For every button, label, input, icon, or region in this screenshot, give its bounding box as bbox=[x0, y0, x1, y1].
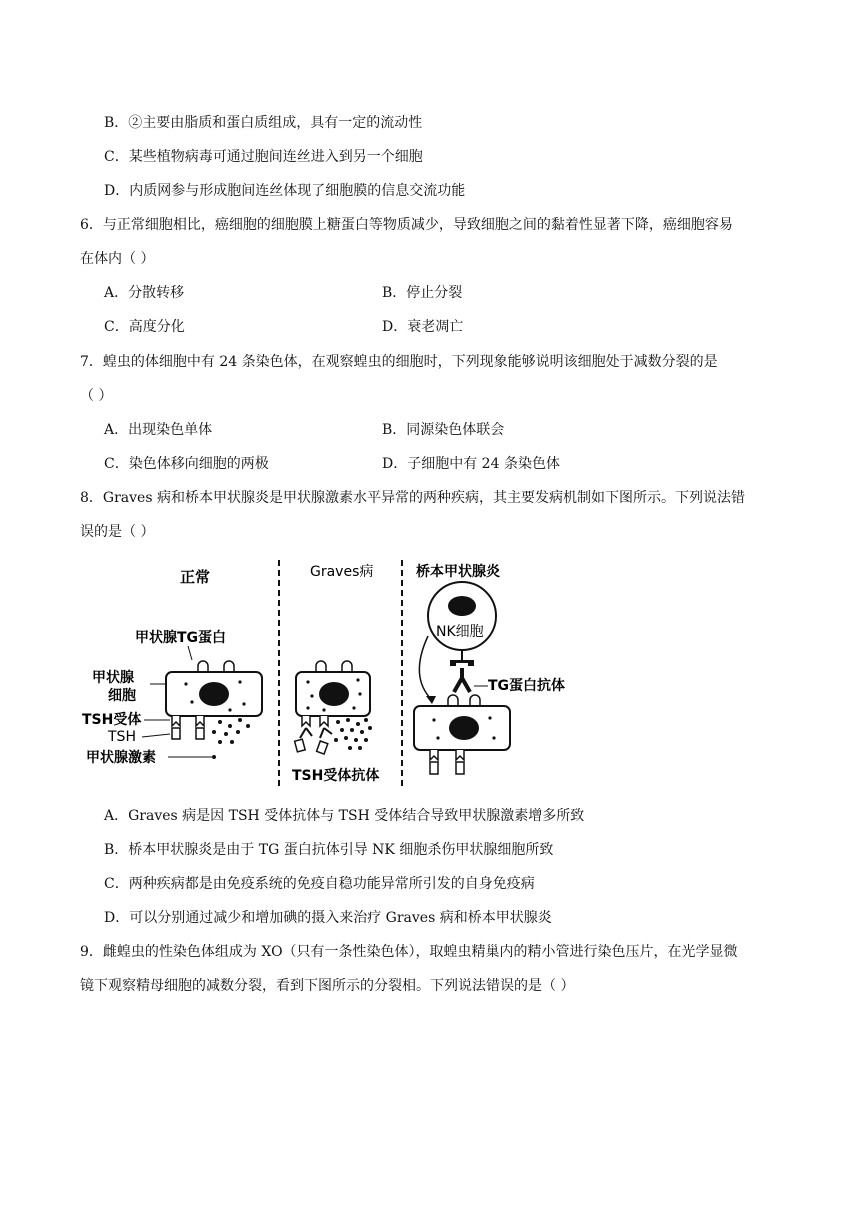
q6-option-b: B．停止分裂 bbox=[382, 285, 463, 301]
nk-nucleus bbox=[448, 596, 476, 616]
hashimoto-panel bbox=[404, 556, 594, 788]
panel-title-normal: 正常 bbox=[180, 568, 211, 586]
q5-option-d: D．内质网参与形成胞间连丝体现了细胞膜的信息交流功能 bbox=[104, 183, 466, 199]
label-tsh-receptor: TSH受体 bbox=[82, 712, 142, 728]
tsh-2 bbox=[196, 728, 204, 739]
q7-option-b: B．同源染色体联会 bbox=[382, 422, 505, 438]
q7-stem-line1: 7．蝗虫的体细胞中有 24 条染色体，在观察蝗虫的细胞时，下列现象能够说明该细胞处于减数分裂的是 bbox=[80, 354, 718, 370]
tsh-receptor-1 bbox=[172, 716, 180, 726]
tg-protein-1 bbox=[198, 661, 208, 672]
q6-stem-line2: 在体内（ ） bbox=[80, 251, 155, 267]
tg-pointer bbox=[188, 646, 192, 660]
q6-option-d: D．衰老凋亡 bbox=[382, 319, 464, 335]
q8-stem-line2: 误的是（ ） bbox=[80, 524, 155, 540]
nucleus-hashimoto bbox=[449, 716, 479, 740]
label-tg-antibody: TG蛋白抗体 bbox=[488, 678, 566, 694]
label-thyroid-cell-1: 甲状腺 bbox=[92, 670, 134, 686]
panel-title-graves: Graves病 bbox=[310, 564, 374, 580]
q6-stem-line1: 6．与正常细胞相比，癌细胞的细胞膜上糖蛋白等物质减少，导致细胞之间的黏着性显著下降，癌细胞容易 bbox=[80, 217, 733, 233]
panel-title-hashimoto: 桥本甲状腺炎 bbox=[416, 564, 500, 580]
q8-option-c: C．两种疾病都是由免疫系统的免疫自稳功能异常所引发的自身免疫病 bbox=[104, 876, 535, 892]
q5-option-b: B．②主要由脂质和蛋白质组成，具有一定的流动性 bbox=[104, 115, 423, 131]
q8-option-d: D．可以分别通过减少和增加碘的摄入来治疗 Graves 病和桥本甲状腺炎 bbox=[104, 910, 552, 926]
q6-option-a: A．分散转移 bbox=[104, 285, 185, 301]
q9-stem-line2: 镜下观察精母细胞的减数分裂，看到下图所示的分裂相。下列说法错误的是（ ） bbox=[80, 978, 575, 994]
q7-option-d: D．子细胞中有 24 条染色体 bbox=[382, 456, 560, 472]
q5-option-c: C．某些植物病毒可通过胞间连丝进入到另一个细胞 bbox=[104, 149, 423, 165]
q8-option-a: A．Graves 病是因 TSH 受体抗体与 TSH 受体结合导致甲状腺激素增多所致 bbox=[104, 808, 585, 824]
graves-receptor-1 bbox=[302, 716, 310, 726]
q6-option-c: C．高度分化 bbox=[104, 319, 185, 335]
graves-tg-2 bbox=[342, 661, 352, 672]
graves-receptor-2 bbox=[320, 716, 328, 726]
tg-antibody-shape bbox=[454, 668, 470, 692]
label-tshr-antibody: TSH受体抗体 bbox=[292, 768, 380, 784]
tsh-receptor-2 bbox=[196, 716, 204, 726]
tshr-antibody-shape bbox=[300, 728, 332, 738]
q7-stem-line2: （ ） bbox=[80, 388, 113, 404]
tsh-1 bbox=[172, 728, 180, 739]
q7-option-c: C．染色体移向细胞的两极 bbox=[104, 456, 269, 472]
mechanism-figure bbox=[80, 556, 420, 788]
label-tsh: TSH bbox=[108, 729, 136, 745]
q7-option-a: A．出现染色单体 bbox=[104, 422, 213, 438]
q9-stem-line1: 9．雌蝗虫的性染色体组成为 XO（只有一条性染色体），取蝗虫精巢内的精小管进行染色压片，在光学显微 bbox=[80, 944, 738, 960]
label-tg-protein: 甲状腺TG蛋白 bbox=[135, 630, 227, 646]
label-thyroid-hormone: 甲状腺激素 bbox=[86, 750, 156, 766]
tg-protein-2 bbox=[224, 661, 234, 672]
label-nk-cell: NK细胞 bbox=[436, 624, 484, 640]
nk-attack-arrow bbox=[419, 636, 432, 700]
graves-tg-1 bbox=[316, 661, 326, 672]
label-thyroid-cell-2: 细胞 bbox=[108, 688, 136, 704]
q8-stem-line1: 8．Graves 病和桥本甲状腺炎是甲状腺激素水平异常的两种疾病，其主要发病机制如下图所示。下列说法错 bbox=[80, 490, 745, 506]
q8-option-b: B．桥本甲状腺炎是由于 TG 蛋白抗体引导 NK 细胞杀伤甲状腺细胞所致 bbox=[104, 842, 554, 858]
nucleus-normal bbox=[199, 682, 229, 706]
nucleus-graves bbox=[319, 682, 349, 706]
